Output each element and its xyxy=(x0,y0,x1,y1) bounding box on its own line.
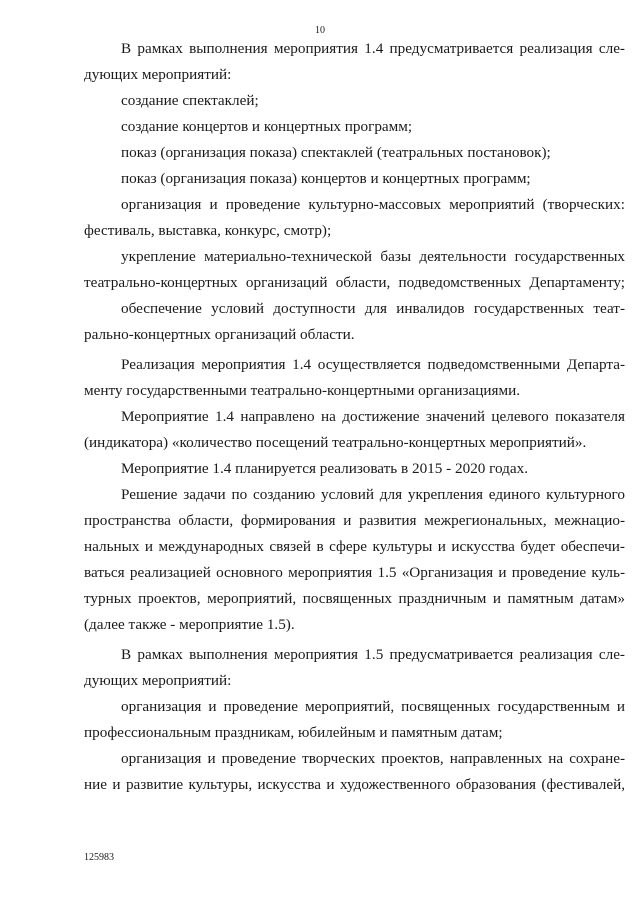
text-line: укрепление материально-технической базы деятельности государственных xyxy=(121,248,625,265)
text-line: В рамках выполнения мероприятия 1.4 предусматривается реализация сле- xyxy=(121,40,625,57)
text-line: турных проектов, мероприятий, посвященных праздничным и памятным датам» xyxy=(84,590,625,607)
text-line: Решение задачи по созданию условий для укрепления единого культурного xyxy=(121,486,625,503)
text-line: рально-концертных организаций области. xyxy=(84,326,355,343)
text-line: Реализация мероприятия 1.4 осуществляется подведомственными Департа- xyxy=(121,356,625,373)
text-line: организация и проведение культурно-массовых мероприятий (творческих: xyxy=(121,196,625,213)
text-line: ние и развитие культуры, искусства и художественного образования (фестивалей, xyxy=(84,776,625,793)
text-line: организация и проведение творческих проектов, направленных на сохране- xyxy=(121,750,625,767)
text-line: менту государственными театрально-концертными организациями. xyxy=(84,382,521,399)
text-line: дующих мероприятий: xyxy=(84,672,232,689)
text-line: фестиваль, выставка, конкурс, смотр); xyxy=(84,222,332,239)
text-line: (далее также - мероприятие 1.5). xyxy=(84,616,295,633)
text-line: Мероприятие 1.4 направлено на достижение значений целевого показателя xyxy=(121,408,625,425)
text-line: пространства области, формирования и развития межрегиональных, межнацио- xyxy=(84,512,625,529)
text-line: организация и проведение мероприятий, посвященных государственным и xyxy=(121,698,625,715)
text-line: создание спектаклей; xyxy=(121,92,259,109)
text-line: показ (организация показа) концертов и концертных программ; xyxy=(121,170,531,187)
text-line: нальных и международных связей в сфере культуры и искусства будет обеспечи- xyxy=(84,538,625,555)
text-line: театрально-концертных организаций области, подведомственных Департаменту; xyxy=(84,274,625,291)
document-code: 125983 xyxy=(84,852,114,863)
page-number: 10 xyxy=(315,25,325,36)
text-line: Мероприятие 1.4 планируется реализовать в 2015 - 2020 годах. xyxy=(121,460,529,477)
text-line: создание концертов и концертных программ; xyxy=(121,118,413,135)
text-line: показ (организация показа) спектаклей (театральных постановок); xyxy=(121,144,551,161)
text-line: дующих мероприятий: xyxy=(84,66,232,83)
text-line: обеспечение условий доступности для инвалидов государственных теат- xyxy=(121,300,625,317)
text-line: ваться реализацией основного мероприятия 1.5 «Организация и проведение куль- xyxy=(84,564,625,581)
text-line: профессиональным праздникам, юбилейным и памятным датам; xyxy=(84,724,503,741)
text-line: (индикатора) «количество посещений театрально-концертных мероприятий». xyxy=(84,434,587,451)
text-line: В рамках выполнения мероприятия 1.5 предусматривается реализация сле- xyxy=(121,646,625,663)
